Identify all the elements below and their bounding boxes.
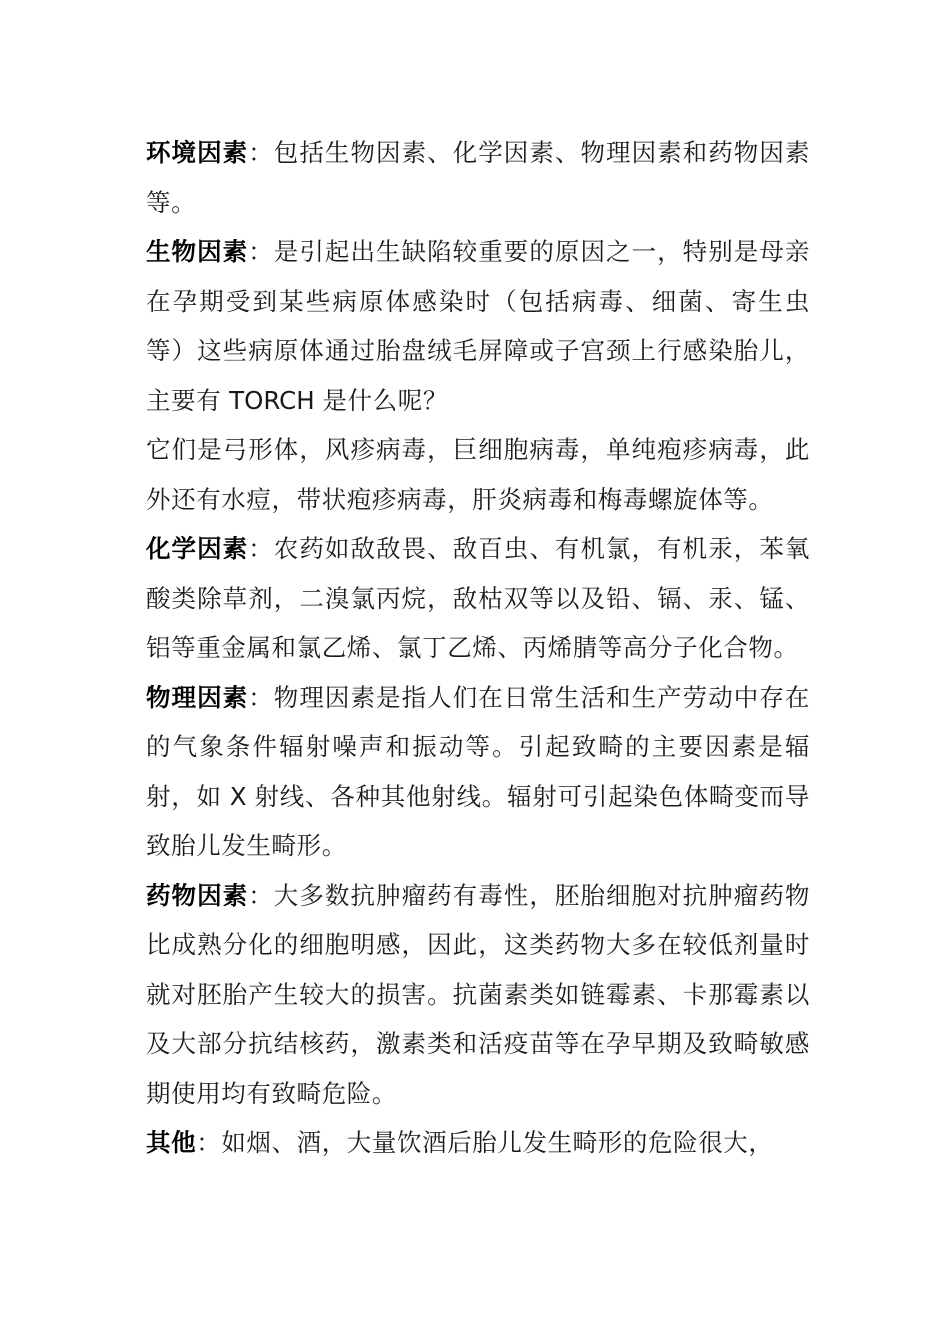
term-separator: ： — [248, 880, 274, 910]
term-separator: ： — [196, 1128, 222, 1157]
term-heading: 化学因素 — [146, 534, 249, 563]
term-heading: 物理因素 — [146, 682, 249, 712]
paragraph-environment-factors — [146, 128, 810, 227]
paragraph-text-after: 是什么呢？ — [322, 385, 448, 415]
term-separator: ： — [248, 682, 274, 712]
term-heading: 环境因素 — [146, 138, 249, 167]
paragraph-chemical-factors — [146, 524, 810, 673]
paragraph-text-after: 射线、各种其他射线。辐射可引起染色体畸变而导致胎儿发生畸形。 — [146, 781, 810, 860]
paragraph-latin-text: TORCH — [221, 385, 323, 415]
paragraph-physical-factors — [146, 673, 810, 871]
term-heading: 其他 — [146, 1128, 197, 1157]
paragraph-biological-factors — [146, 227, 810, 425]
paragraph-text: 大多数抗肿瘤药有毒性，胚胎细胞对抗肿瘤药物比成熟分化的细胞明感，因此，这类药物大多在较低剂量时就对胚胎产生较大的损害。抗菌素类如链霉素、卡那霉素以及大部分抗结核药，激素类和活疫苗等在孕早期及致畸敏感期使用均有致畸危险。 — [146, 880, 810, 1108]
paragraph-pathogen-list — [146, 425, 810, 524]
term-heading: 生物因素 — [146, 237, 249, 266]
document-body — [146, 128, 810, 1168]
term-heading: 药物因素 — [146, 880, 249, 910]
paragraph-drug-factors — [146, 871, 810, 1119]
paragraph-text: 是引起出生缺陷较重要的原因之一，特别是母亲在孕期受到某些病原体感染时（包括病毒、细菌、寄生虫等）这些病原体通过胎盘绒毛屏障或子宫颈上行感染胎儿，主要有 — [146, 237, 810, 415]
term-separator: ： — [248, 534, 274, 563]
paragraph-text: 它们是弓形体，风疹病毒，巨细胞病毒，单纯疱疹病毒，此外还有水痘，带状疱疹病毒，肝炎病毒和梅毒螺旋体等。 — [146, 435, 810, 514]
term-separator: ： — [248, 138, 274, 167]
paragraph-text: 如烟、酒，大量饮酒后胎儿发生畸形的危险很大， — [221, 1128, 774, 1157]
term-separator: ： — [248, 237, 274, 266]
paragraph-text: 包括生物因素、化学因素、物理因素和药物因素等。 — [146, 138, 810, 217]
paragraph-latin-text: X — [221, 781, 255, 811]
paragraph-other-factors — [146, 1118, 810, 1168]
paragraph-text: 农药如敌敌畏、敌百虫、有机氯，有机汞，苯氧酸类除草剂，二溴氯丙烷，敌枯双等以及铅、镉、汞、锰、铝等重金属和氯乙烯、氯丁乙烯、丙烯腈等高分子化合物。 — [146, 534, 810, 662]
paragraph-text: 物理因素是指人们在日常生活和生产劳动中存在的气象条件辐射噪声和振动等。引起致畸的主要因素是辐射，如 — [146, 682, 810, 811]
